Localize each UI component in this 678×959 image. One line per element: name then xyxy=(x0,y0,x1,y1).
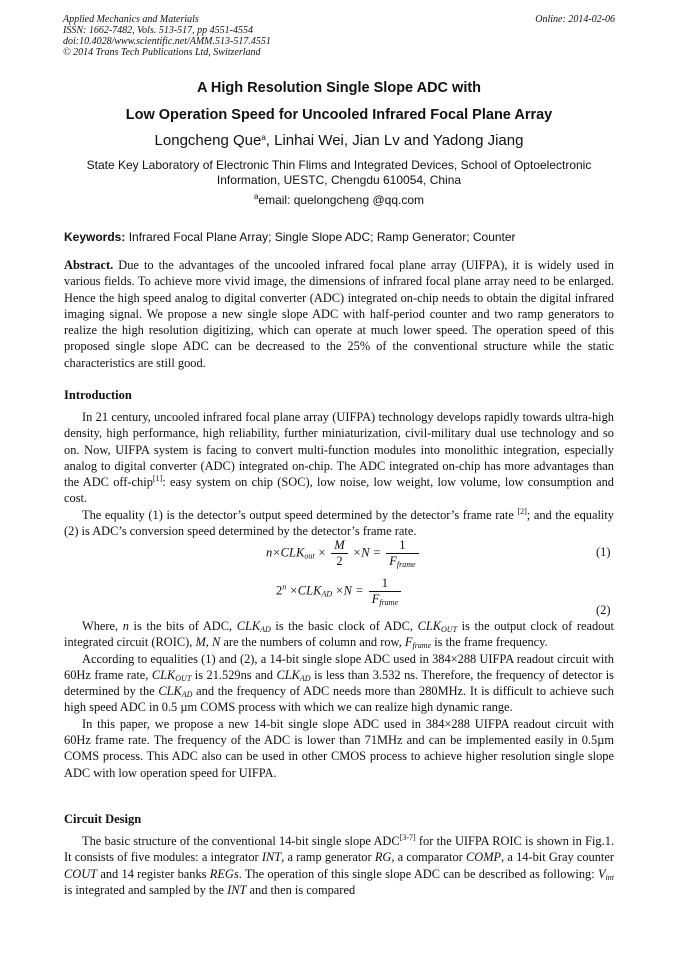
intro-p1-text-end: : easy system on chip (SOC), low noise, low weight, low volume, low consumption and cost. xyxy=(64,475,614,506)
citation-ref: [1] xyxy=(152,474,163,484)
affiliation-line-1: State Key Laboratory of Electronic Thin Flims and Integrated Devices, School of Optoelectronic xyxy=(86,158,592,172)
var-clk: CLK xyxy=(417,619,442,633)
circuit-text: and then is compared xyxy=(246,882,356,897)
doi-line: doi:10.4028/www.scientific.net/AMM.513-517.4551 xyxy=(63,36,271,47)
eq1-mid: ×N = xyxy=(349,545,385,560)
p3-text: is the basic clock of ADC, xyxy=(270,619,418,633)
author-list xyxy=(40,132,638,149)
var-f: F xyxy=(404,635,413,650)
equation-2-number: (2) xyxy=(596,603,611,617)
other-authors: , Linhai Wei, Jian Lv and Yadong Jiang xyxy=(265,132,524,149)
eq1-rhs-den: F xyxy=(389,554,397,568)
eq2-rhs-den-sub: frame xyxy=(379,598,399,607)
first-author: Longcheng Que xyxy=(154,132,262,149)
equation-2 xyxy=(276,576,403,607)
p4-text: is less than 3.532 ns. Therefore, the frequency of detector is determined by the xyxy=(64,667,614,699)
abstract-label: Abstract. xyxy=(64,258,114,272)
circuit-text: , a ramp generator xyxy=(281,850,375,865)
keywords-label: Keywords: xyxy=(64,230,126,244)
p3-text: are the numbers of column and row, xyxy=(220,635,405,650)
module-int: INT xyxy=(227,882,247,897)
module-int: INT xyxy=(261,850,282,865)
issn-line: ISSN: 1662-7482, Vols. 513-517, pp 4551-4554 xyxy=(63,25,253,36)
eq1-rhs-fraction xyxy=(386,538,418,569)
var-f-sub: frame xyxy=(412,641,432,651)
abstract-text: Due to the advantages of the uncooled infrared focal plane array (UIFPA), it is widely used in various fields. To achieve more vivid image, the dimensions of infrared focal plane array need to be enlarged. Hence the high speed analog to digital converter (ADC) integrated on-chip needs to obtain the digital infrared imaging signal. We propose a new single slope ADC with half-period counter and two ramp generators to realize the high resolution digitizing, which can operate at much lower speed. The operation speed of this proposed single slope ADC can be decreased to the 25% of the conventional structure while the static characteristics are still good. xyxy=(64,258,614,370)
affiliation-line-2: Information, UESTC, Chengdu 610054, China xyxy=(216,173,462,187)
var-clk: CLK xyxy=(236,619,261,633)
author-affil-mark: a xyxy=(261,133,266,142)
eq2-lhs-sub: AD xyxy=(321,589,333,599)
p3-text: Where, xyxy=(82,619,123,633)
eq2-lhs: ×CLK xyxy=(286,583,322,598)
author-email xyxy=(40,193,638,207)
p3-text: , xyxy=(205,635,212,650)
eq2-base: 2 xyxy=(276,583,283,598)
intro-p1-text: In 21 century, uncooled infrared focal plane array (UIFPA) technology develops rapidly towards ultra-high density, high performance, high reliability, further miniaturization, civil-military dual use technology and so on. Now, UIFPA system is facing to convert multi-function modules into monolithic integration, especially analog to digital converter (ADC) integrated on-chip. The ADC integrated on-chip has more advantages than the ADC off-chip xyxy=(64,410,614,490)
eq1-rhs-den-sub: frame xyxy=(396,560,416,569)
p3-text: is the output clock of readout integrated circuit (ROIC), xyxy=(64,619,614,650)
circuit-text: . The operation of this single slope ADC can be described as following: xyxy=(238,866,598,881)
eq2-rhs-fraction xyxy=(369,576,401,607)
var-clk-sub: OUT xyxy=(175,673,192,683)
var-v-sub: int xyxy=(605,872,614,882)
var-clk-sub: AD xyxy=(181,690,193,700)
p3-text: is the frame frequency. xyxy=(431,635,548,650)
paper-title-line-1: A High Resolution Single Slope ADC with xyxy=(196,80,482,96)
keywords-text: Infrared Focal Plane Array; Single Slope ADC; Ramp Generator; Counter xyxy=(125,230,516,244)
module-regs: REGs xyxy=(209,866,239,881)
p4-text: and the frequency of ADC needs more than 280MHz. It is difficult to achieve such high speed ADC in 0.5 µm COMS process with which we can realize high dynamic range. xyxy=(64,684,614,715)
circuit-text: , a comparator xyxy=(391,850,466,865)
circuit-text: , a 14-bit Gray counter xyxy=(501,850,615,865)
var-m: M xyxy=(195,635,206,650)
var-clk: CLK xyxy=(158,684,182,699)
intro-p2-text-end: ; and the equality (2) is ADC’s conversion speed determined by the detector’s frame rate. xyxy=(64,507,614,539)
circuit-paragraph-1 xyxy=(64,833,614,898)
intro-paragraph-1 xyxy=(64,409,614,539)
section-heading-circuit-design: Circuit Design xyxy=(64,812,142,826)
circuit-text: and 14 register banks xyxy=(97,866,210,881)
var-clk: CLK xyxy=(276,667,300,682)
eq1-times: × xyxy=(314,545,330,560)
eq2-exponent: n xyxy=(282,582,287,592)
equation-1-number: (1) xyxy=(596,545,611,559)
eq2-rhs-den: F xyxy=(371,592,380,606)
p3-text: is the bits of ADC, xyxy=(128,619,237,633)
journal-header xyxy=(63,14,271,58)
eq1-frac-num: M xyxy=(331,538,347,554)
abstract xyxy=(64,257,614,371)
intro-p5: In this paper, we propose a new 14-bit single slope ADC used in 384×288 UIFPA readout circuit with 60Hz frame rate. The frequency of the ADC is lower than 71MHz and can be implemented easily in 0.5µm COMS process. This ADC also can be used in other CMOS process to achieve higher resolution single slope ADC with low operation speed for UIFPA. xyxy=(64,716,614,780)
var-clk-sub: AD xyxy=(299,673,311,683)
var-clk-sub: OUT xyxy=(441,625,458,634)
eq2-rhs-num: 1 xyxy=(369,576,401,592)
eq1-fraction xyxy=(331,538,347,569)
section-heading-introduction: Introduction xyxy=(64,388,132,402)
module-comp: COMP xyxy=(465,850,502,865)
citation-ref: [3-7] xyxy=(399,833,416,842)
eq1-lhs: n×CLK xyxy=(266,545,305,560)
p4-text: According to equalities (1) and (2), a 14-bit single slope ADC used in 384×288 UIFPA readout circuit with 60Hz frame rate, xyxy=(64,651,614,682)
circuit-text: is integrated and sampled by the xyxy=(64,882,228,897)
paper-title-line-2: Low Operation Speed for Uncooled Infrared Focal Plane Array xyxy=(125,107,553,123)
affiliation xyxy=(60,158,618,188)
var-n-rows: N xyxy=(211,635,221,650)
email-affil-mark: a xyxy=(253,192,259,201)
var-n: n xyxy=(122,619,129,633)
email-text: email: quelongcheng @qq.com xyxy=(258,193,425,207)
copyright-line: © 2014 Trans Tech Publications Ltd, Switzerland xyxy=(63,47,261,58)
eq1-rhs-num: 1 xyxy=(386,538,418,554)
eq1-frac-den: 2 xyxy=(336,554,343,568)
journal-name: Applied Mechanics and Materials xyxy=(63,14,199,25)
intro-paragraph-2 xyxy=(64,618,614,781)
p4-text: is 21.529ns and xyxy=(191,667,277,682)
circuit-text: The basic structure of the conventional 14-bit single slope ADC xyxy=(82,834,400,848)
keywords xyxy=(64,230,614,244)
citation-ref: [2] xyxy=(517,506,527,516)
eq2-mid: ×N = xyxy=(332,583,367,598)
online-date: Online: 2014-02-06 xyxy=(535,14,615,25)
module-cout: COUT xyxy=(64,866,98,881)
var-clk: CLK xyxy=(151,667,176,682)
circuit-text: for the UIFPA ROIC is shown in Fig.1. It consists of five modules: a integrator xyxy=(64,834,614,865)
intro-p2-text: The equality (1) is the detector’s output speed determined by the detector’s frame rate xyxy=(82,507,518,522)
var-v: V xyxy=(597,866,606,881)
module-rg: RG xyxy=(374,850,392,865)
eq1-lhs-sub: out xyxy=(304,551,315,561)
equation-1 xyxy=(266,538,421,569)
var-clk-sub: AD xyxy=(260,625,271,634)
